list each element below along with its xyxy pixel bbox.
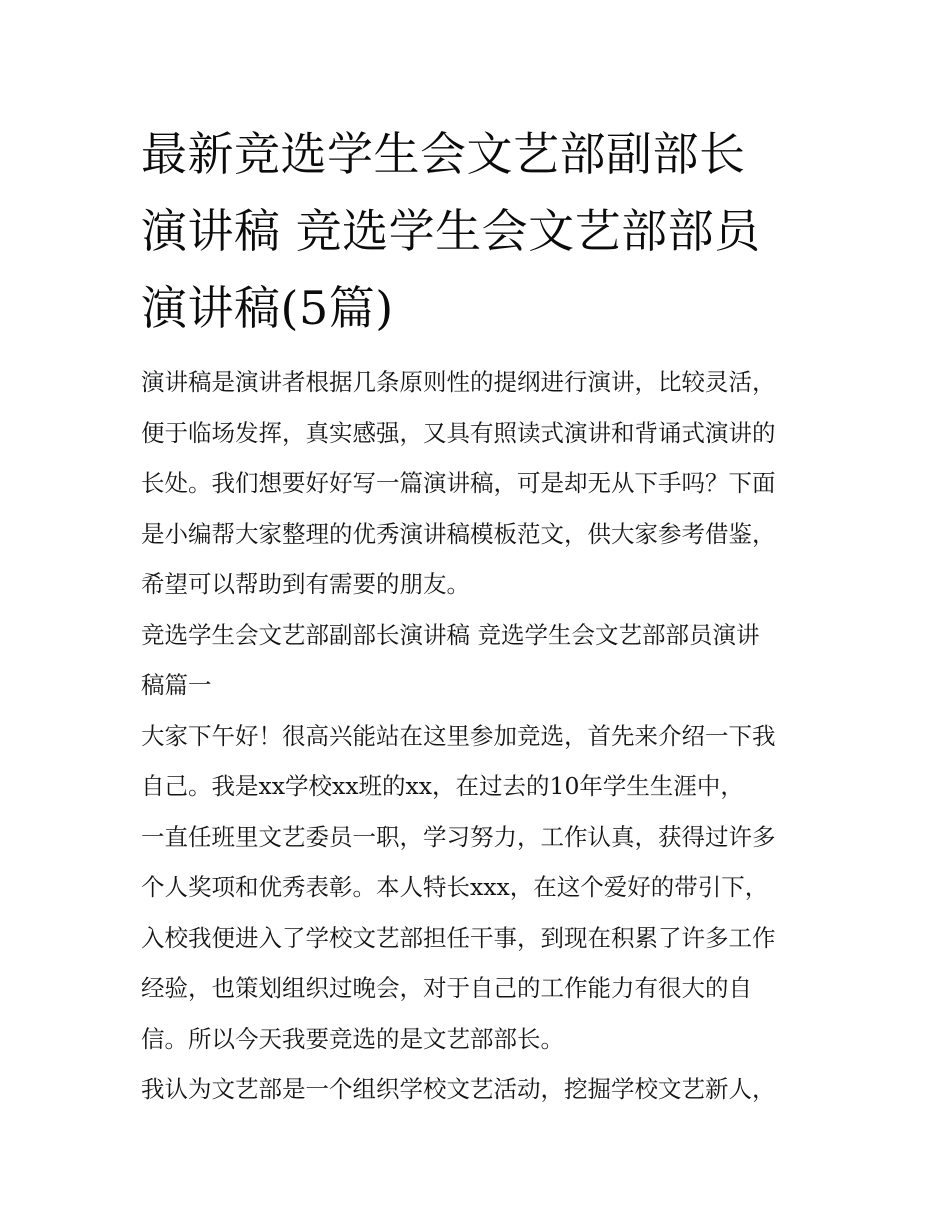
text-line: 个人奖项和优秀表彰。本人特长xxx，在这个爱好的带引下， (141, 873, 769, 901)
text-line: 稿篇一 (141, 671, 212, 699)
document-title (141, 116, 813, 347)
text-line: 我认为文艺部是一个组织学校文艺活动，挖掘学校文艺新人， (141, 1075, 776, 1103)
text-line: 自己。我是xx学校xx班的xx，在过去的10年学生生涯中， (141, 772, 744, 800)
intro-paragraph (141, 357, 813, 610)
section-heading (141, 610, 813, 711)
text-line: 竞选学生会文艺部副部长演讲稿 竞选学生会文艺部部员演讲 (141, 620, 760, 649)
body-paragraph (141, 1064, 813, 1115)
title-line: 最新竞选学生会文艺部副部长 (141, 127, 746, 181)
text-line: 演讲稿是演讲者根据几条原则性的提纲进行演讲，比较灵活， (141, 368, 776, 396)
text-line: 希望可以帮助到有需要的朋友。 (141, 570, 470, 598)
text-line: 便于临场发挥，真实感强，又具有照读式演讲和背诵式演讲的 (141, 418, 776, 447)
text-line: 信。所以今天我要竞选的是文艺部部长。 (141, 1024, 564, 1053)
text-line: 入校我便进入了学校文艺部担任干事，到现在积累了许多工作 (141, 923, 776, 952)
document-content (141, 116, 813, 1115)
text-line: 大家下午好！很高兴能站在这里参加竞选，首先来介绍一下我 (141, 721, 776, 750)
text-line: 一直任班里文艺委员一职，学习努力，工作认真，获得过许多 (141, 822, 776, 851)
title-line: 演讲稿(5篇) (141, 281, 394, 335)
text-line: 是小编帮大家整理的优秀演讲稿模板范文，供大家参考借鉴， (141, 519, 776, 548)
body-paragraph (141, 711, 813, 1065)
text-line: 长处。我们想要好好写一篇演讲稿，可是却无从下手吗？下面 (141, 469, 776, 497)
title-line: 演讲稿 竞选学生会文艺部部员 (141, 204, 761, 258)
text-line: 经验，也策划组织过晚会，对于自己的工作能力有很大的自 (141, 974, 752, 1002)
